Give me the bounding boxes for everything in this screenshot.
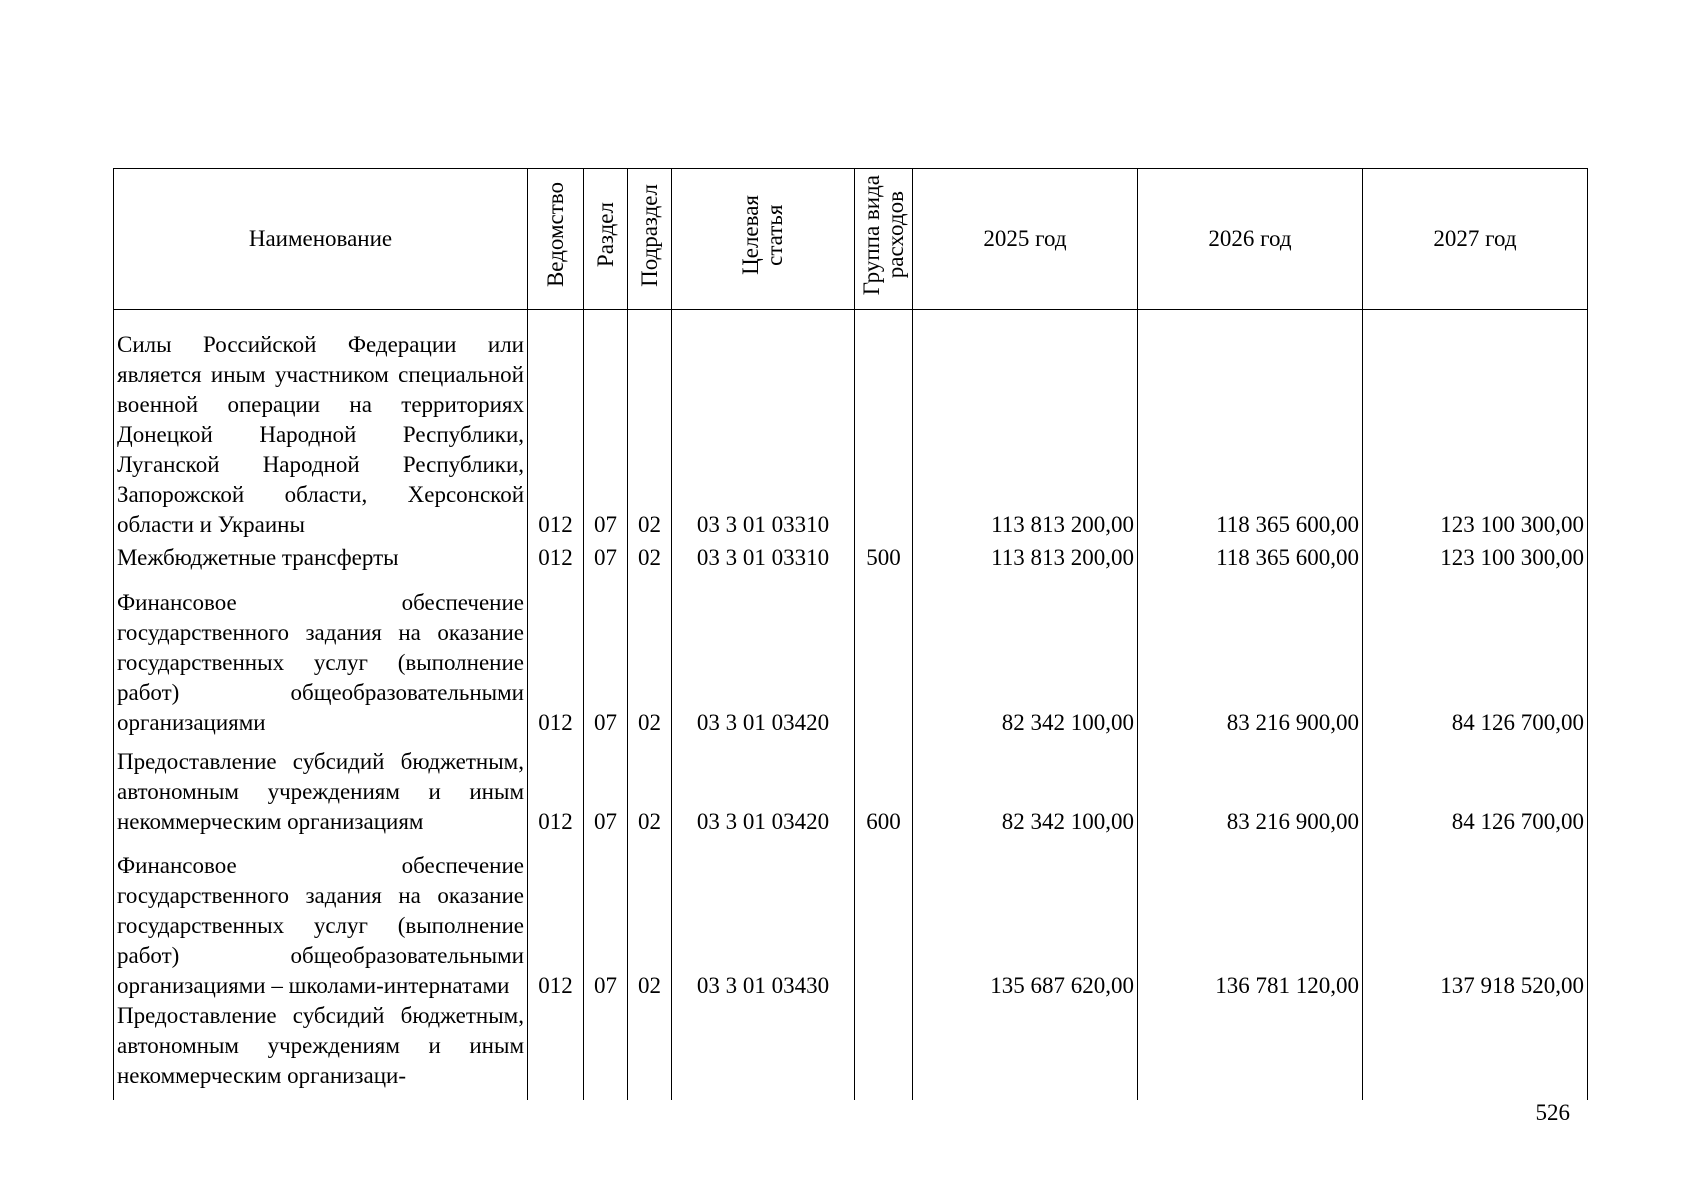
header-section: Раздел xyxy=(584,169,628,310)
row-subsection: 02 xyxy=(628,738,672,837)
row-2026: 83 216 900,00 xyxy=(1138,738,1363,837)
header-name: Наименование xyxy=(114,169,528,310)
row-2026: 83 216 900,00 xyxy=(1138,573,1363,738)
row-name: Силы Российской Федерации или является иным участником специальной военной операции на территориях Донецкой Народной Республики, Луганской Народной Республики, Запорожской области, Херсонской области и Украины xyxy=(114,310,528,541)
row-2025 xyxy=(913,1001,1138,1100)
row-section: 07 xyxy=(584,738,628,837)
row-expense xyxy=(855,1001,913,1100)
page-number: 526 xyxy=(1535,1100,1570,1125)
row-subsection xyxy=(628,1001,672,1100)
row-department: 012 xyxy=(528,573,584,738)
header-expense-group xyxy=(855,169,913,310)
table-row xyxy=(114,540,1588,573)
row-2027: 123 100 300,00 xyxy=(1363,540,1588,573)
row-target: 03 3 01 03420 xyxy=(672,573,855,738)
table-row xyxy=(114,837,1588,1002)
row-section: 07 xyxy=(584,310,628,541)
row-subsection: 02 xyxy=(628,837,672,1002)
table-header-row xyxy=(114,169,1588,310)
row-2025: 82 342 100,00 xyxy=(913,738,1138,837)
row-subsection: 02 xyxy=(628,540,672,573)
row-2026: 118 365 600,00 xyxy=(1138,310,1363,541)
row-2027 xyxy=(1363,1001,1588,1100)
header-2025: 2025 год xyxy=(913,169,1138,310)
table-row xyxy=(114,573,1588,738)
row-expense xyxy=(855,837,913,1002)
row-name: Финансовое обеспечение государственного задания на оказание государственных услуг (выполнение работ) общеобразовательными организациями xyxy=(114,573,528,738)
header-target xyxy=(672,169,855,310)
row-expense xyxy=(855,573,913,738)
row-2025: 82 342 100,00 xyxy=(913,573,1138,738)
row-section: 07 xyxy=(584,837,628,1002)
row-target: 03 3 01 03430 xyxy=(672,837,855,1002)
row-department: 012 xyxy=(528,837,584,1002)
table-row xyxy=(114,310,1588,541)
row-2025: 135 687 620,00 xyxy=(913,837,1138,1002)
header-department: Ведомство xyxy=(528,169,584,310)
row-name: Предоставление субсидий бюджетным, автономным учреждениям и иным некоммерческим организациям xyxy=(114,738,528,837)
row-name: Финансовое обеспечение государственного задания на оказание государственных услуг (выполнение работ) общеобразовательными организациями – школами-интернатами xyxy=(114,837,528,1002)
row-department: 012 xyxy=(528,540,584,573)
row-department: 012 xyxy=(528,738,584,837)
row-2026 xyxy=(1138,1001,1363,1100)
row-section: 07 xyxy=(584,540,628,573)
row-2026: 118 365 600,00 xyxy=(1138,540,1363,573)
row-2025: 113 813 200,00 xyxy=(913,540,1138,573)
row-expense: 500 xyxy=(855,540,913,573)
budget-table xyxy=(113,168,1588,1100)
row-2027: 137 918 520,00 xyxy=(1363,837,1588,1002)
row-2027: 84 126 700,00 xyxy=(1363,573,1588,738)
table-row xyxy=(114,1001,1588,1100)
row-subsection: 02 xyxy=(628,310,672,541)
row-name: Предоставление субсидий бюджетным, автономным учреждениям и иным некоммерческим организаци- xyxy=(114,1001,528,1100)
row-target: 03 3 01 03310 xyxy=(672,540,855,573)
header-2027: 2027 год xyxy=(1363,169,1588,310)
row-target xyxy=(672,1001,855,1100)
row-department: 012 xyxy=(528,310,584,541)
row-expense xyxy=(855,310,913,541)
header-target-text: Целевая статья xyxy=(738,195,787,275)
header-expense-text: Группа вида расходов xyxy=(858,174,908,296)
row-section: 07 xyxy=(584,573,628,738)
row-2026: 136 781 120,00 xyxy=(1138,837,1363,1002)
row-2025: 113 813 200,00 xyxy=(913,310,1138,541)
row-name: Межбюджетные трансферты xyxy=(114,540,528,573)
row-expense: 600 xyxy=(855,738,913,837)
table-row xyxy=(114,738,1588,837)
header-2026: 2026 год xyxy=(1138,169,1363,310)
row-2027: 84 126 700,00 xyxy=(1363,738,1588,837)
row-target: 03 3 01 03420 xyxy=(672,738,855,837)
header-subsection: Подраздел xyxy=(628,169,672,310)
row-department xyxy=(528,1001,584,1100)
row-section xyxy=(584,1001,628,1100)
row-target: 03 3 01 03310 xyxy=(672,310,855,541)
row-subsection: 02 xyxy=(628,573,672,738)
row-2027: 123 100 300,00 xyxy=(1363,310,1588,541)
